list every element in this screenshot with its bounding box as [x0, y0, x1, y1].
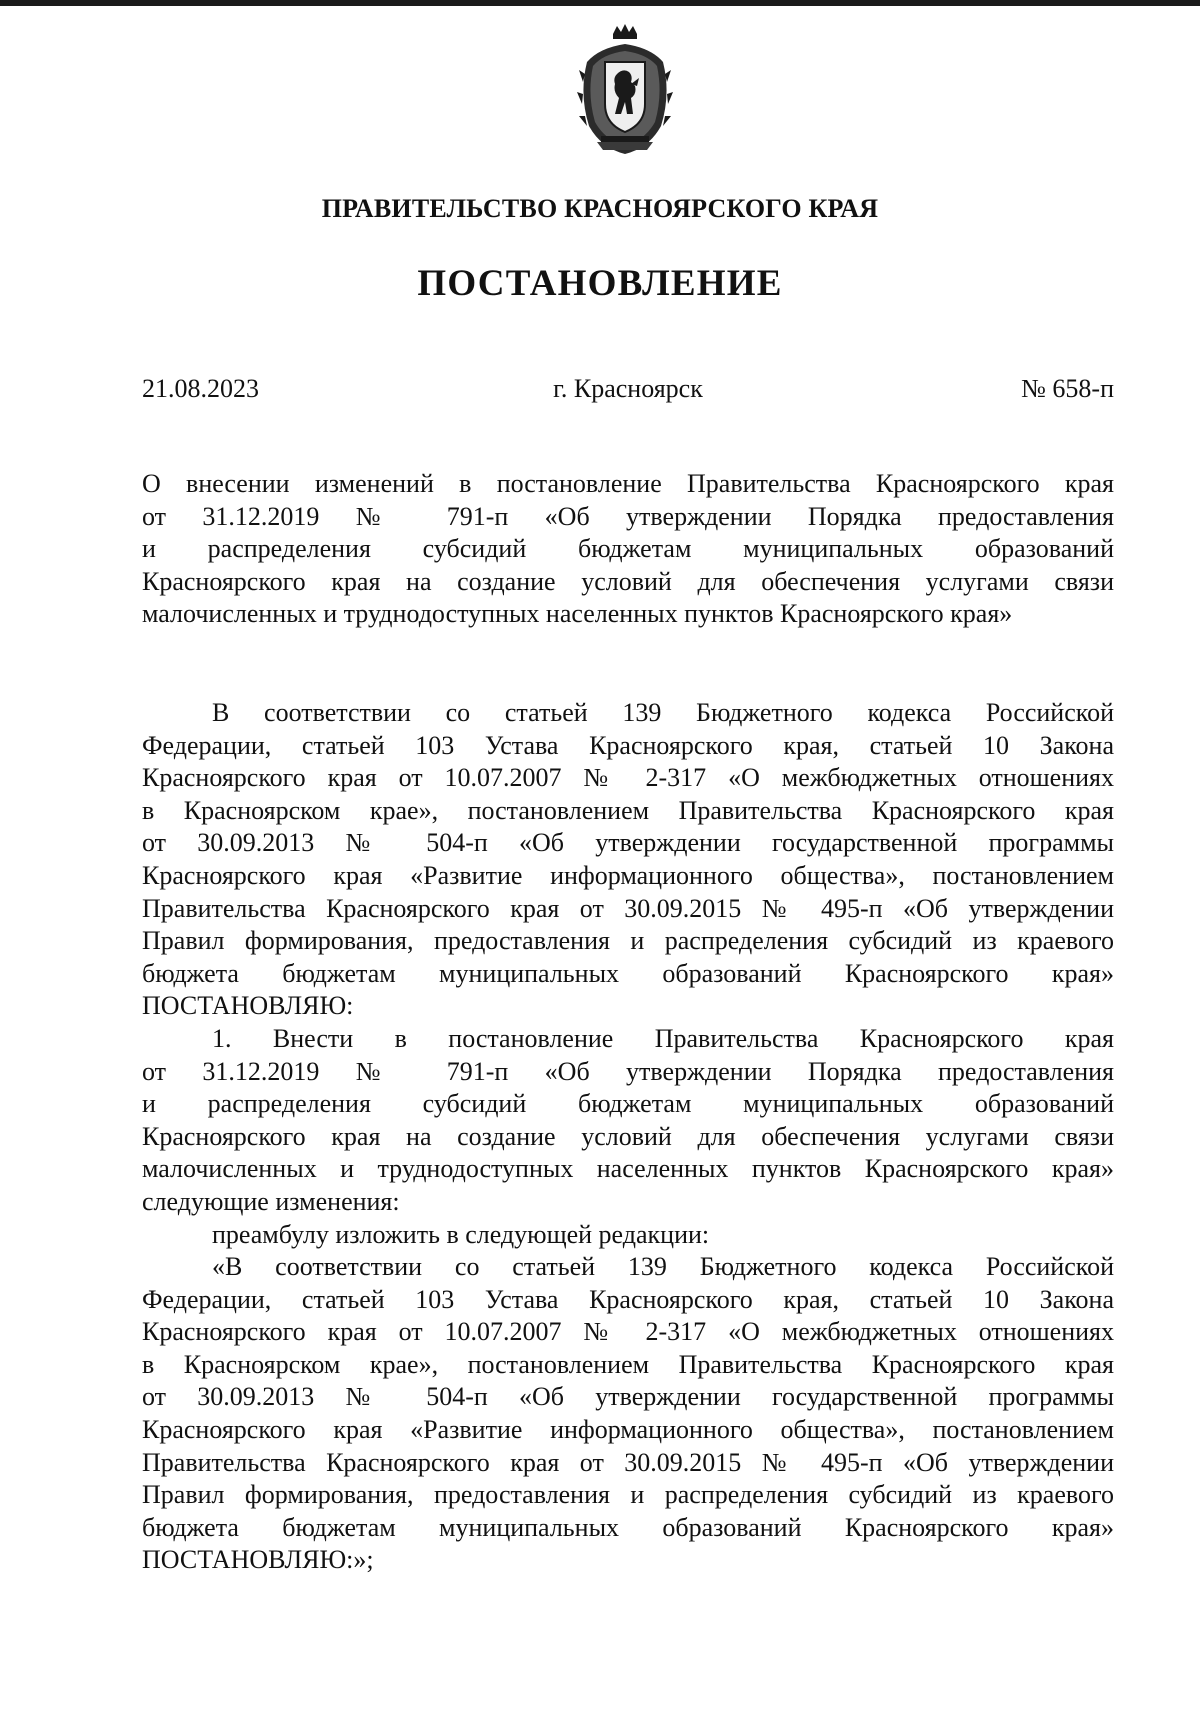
body-line: ПОСТАНОВЛЯЮ:»; [142, 1545, 374, 1575]
body-line: В соответствии со статьей 139 Бюджетного кодекса Российской [212, 698, 1114, 727]
title-line: Красноярского края на создание условий для обеспечения услугами связи [142, 566, 1114, 596]
body-line: «В соответствии со статьей 139 Бюджетного кодекса Российской [212, 1252, 1114, 1282]
body-line: и распределения субсидий бюджетам муниципальных образований [142, 1089, 1114, 1119]
organization-name: ПРАВИТЕЛЬСТВО КРАСНОЯРСКОГО КРАЯ [321, 194, 879, 223]
body-line: следующие изменения: [142, 1186, 400, 1216]
body-line: бюджета бюджетам муниципальных образований Красноярского края» [142, 1512, 1114, 1542]
body-line: 1. Внести в постановление Правительства Красноярского края [212, 1023, 1114, 1053]
body-line: от 31.12.2019 № 791-п «Об утверждении Порядка предоставления [142, 1056, 1114, 1086]
body-line: от 30.09.2013 № 504-п «Об утверждении государственной программы [142, 1382, 1114, 1412]
document-title [142, 468, 1114, 631]
document-date: 21.08.2023 [142, 374, 259, 403]
body-line: в Красноярском крае», постановлением Правительства Красноярского края [142, 1349, 1114, 1379]
body-line: Красноярского края на создание условий для обеспечения услугами связи [142, 1121, 1114, 1151]
title-line: О внесении изменений в постановление Правительства Красноярского края [142, 469, 1114, 498]
body-line: ПОСТАНОВЛЯЮ: [142, 991, 354, 1021]
body-line: Федерации, статьей 103 Устава Красноярского края, статьей 10 Закона [142, 730, 1114, 760]
document-type: ПОСТАНОВЛЕНИЕ [417, 263, 783, 304]
body-line: Правительства Красноярского края от 30.09.2015 № 495-п «Об утверждении [142, 1447, 1114, 1477]
document-city: г. Красноярск [553, 374, 703, 403]
body-line: Красноярского края «Развитие информационного общества», постановлением [142, 860, 1114, 890]
title-line: от 31.12.2019 № 791-п «Об утверждении Порядка предоставления [142, 501, 1114, 531]
scan-top-edge [0, 0, 1200, 6]
body-line: в Красноярском крае», постановлением Правительства Красноярского края [142, 795, 1114, 825]
document-body [142, 697, 1114, 1577]
body-line: Федерации, статьей 103 Устава Красноярского края, статьей 10 Закона [142, 1284, 1114, 1314]
body-line: преамбулу изложить в следующей редакции: [212, 1219, 710, 1249]
coat-of-arms-emblem [575, 24, 675, 156]
body-line: малочисленных и труднодоступных населенных пунктов Красноярского края» [142, 1154, 1114, 1184]
document-number: № 658-п [1021, 374, 1114, 403]
body-line: Правил формирования, предоставления и распределения субсидий из краевого [142, 926, 1114, 956]
body-line: Красноярского края «Развитие информационного общества», постановлением [142, 1415, 1114, 1445]
body-line: от 30.09.2013 № 504-п «Об утверждении государственной программы [142, 828, 1114, 858]
body-line: Красноярского края от 10.07.2007 № 2-317 «О межбюджетных отношениях [142, 1317, 1114, 1347]
body-line: Красноярского края от 10.07.2007 № 2-317 «О межбюджетных отношениях [142, 763, 1114, 793]
body-line: Правительства Красноярского края от 30.09.2015 № 495-п «Об утверждении [142, 893, 1114, 923]
body-line: Правил формирования, предоставления и распределения субсидий из краевого [142, 1480, 1114, 1510]
document-meta [142, 374, 1114, 410]
title-line: и распределения субсидий бюджетам муниципальных образований [142, 534, 1114, 564]
title-line: малочисленных и труднодоступных населенных пунктов Красноярского края» [142, 599, 1013, 629]
body-line: бюджета бюджетам муниципальных образований Красноярского края» [142, 958, 1114, 988]
